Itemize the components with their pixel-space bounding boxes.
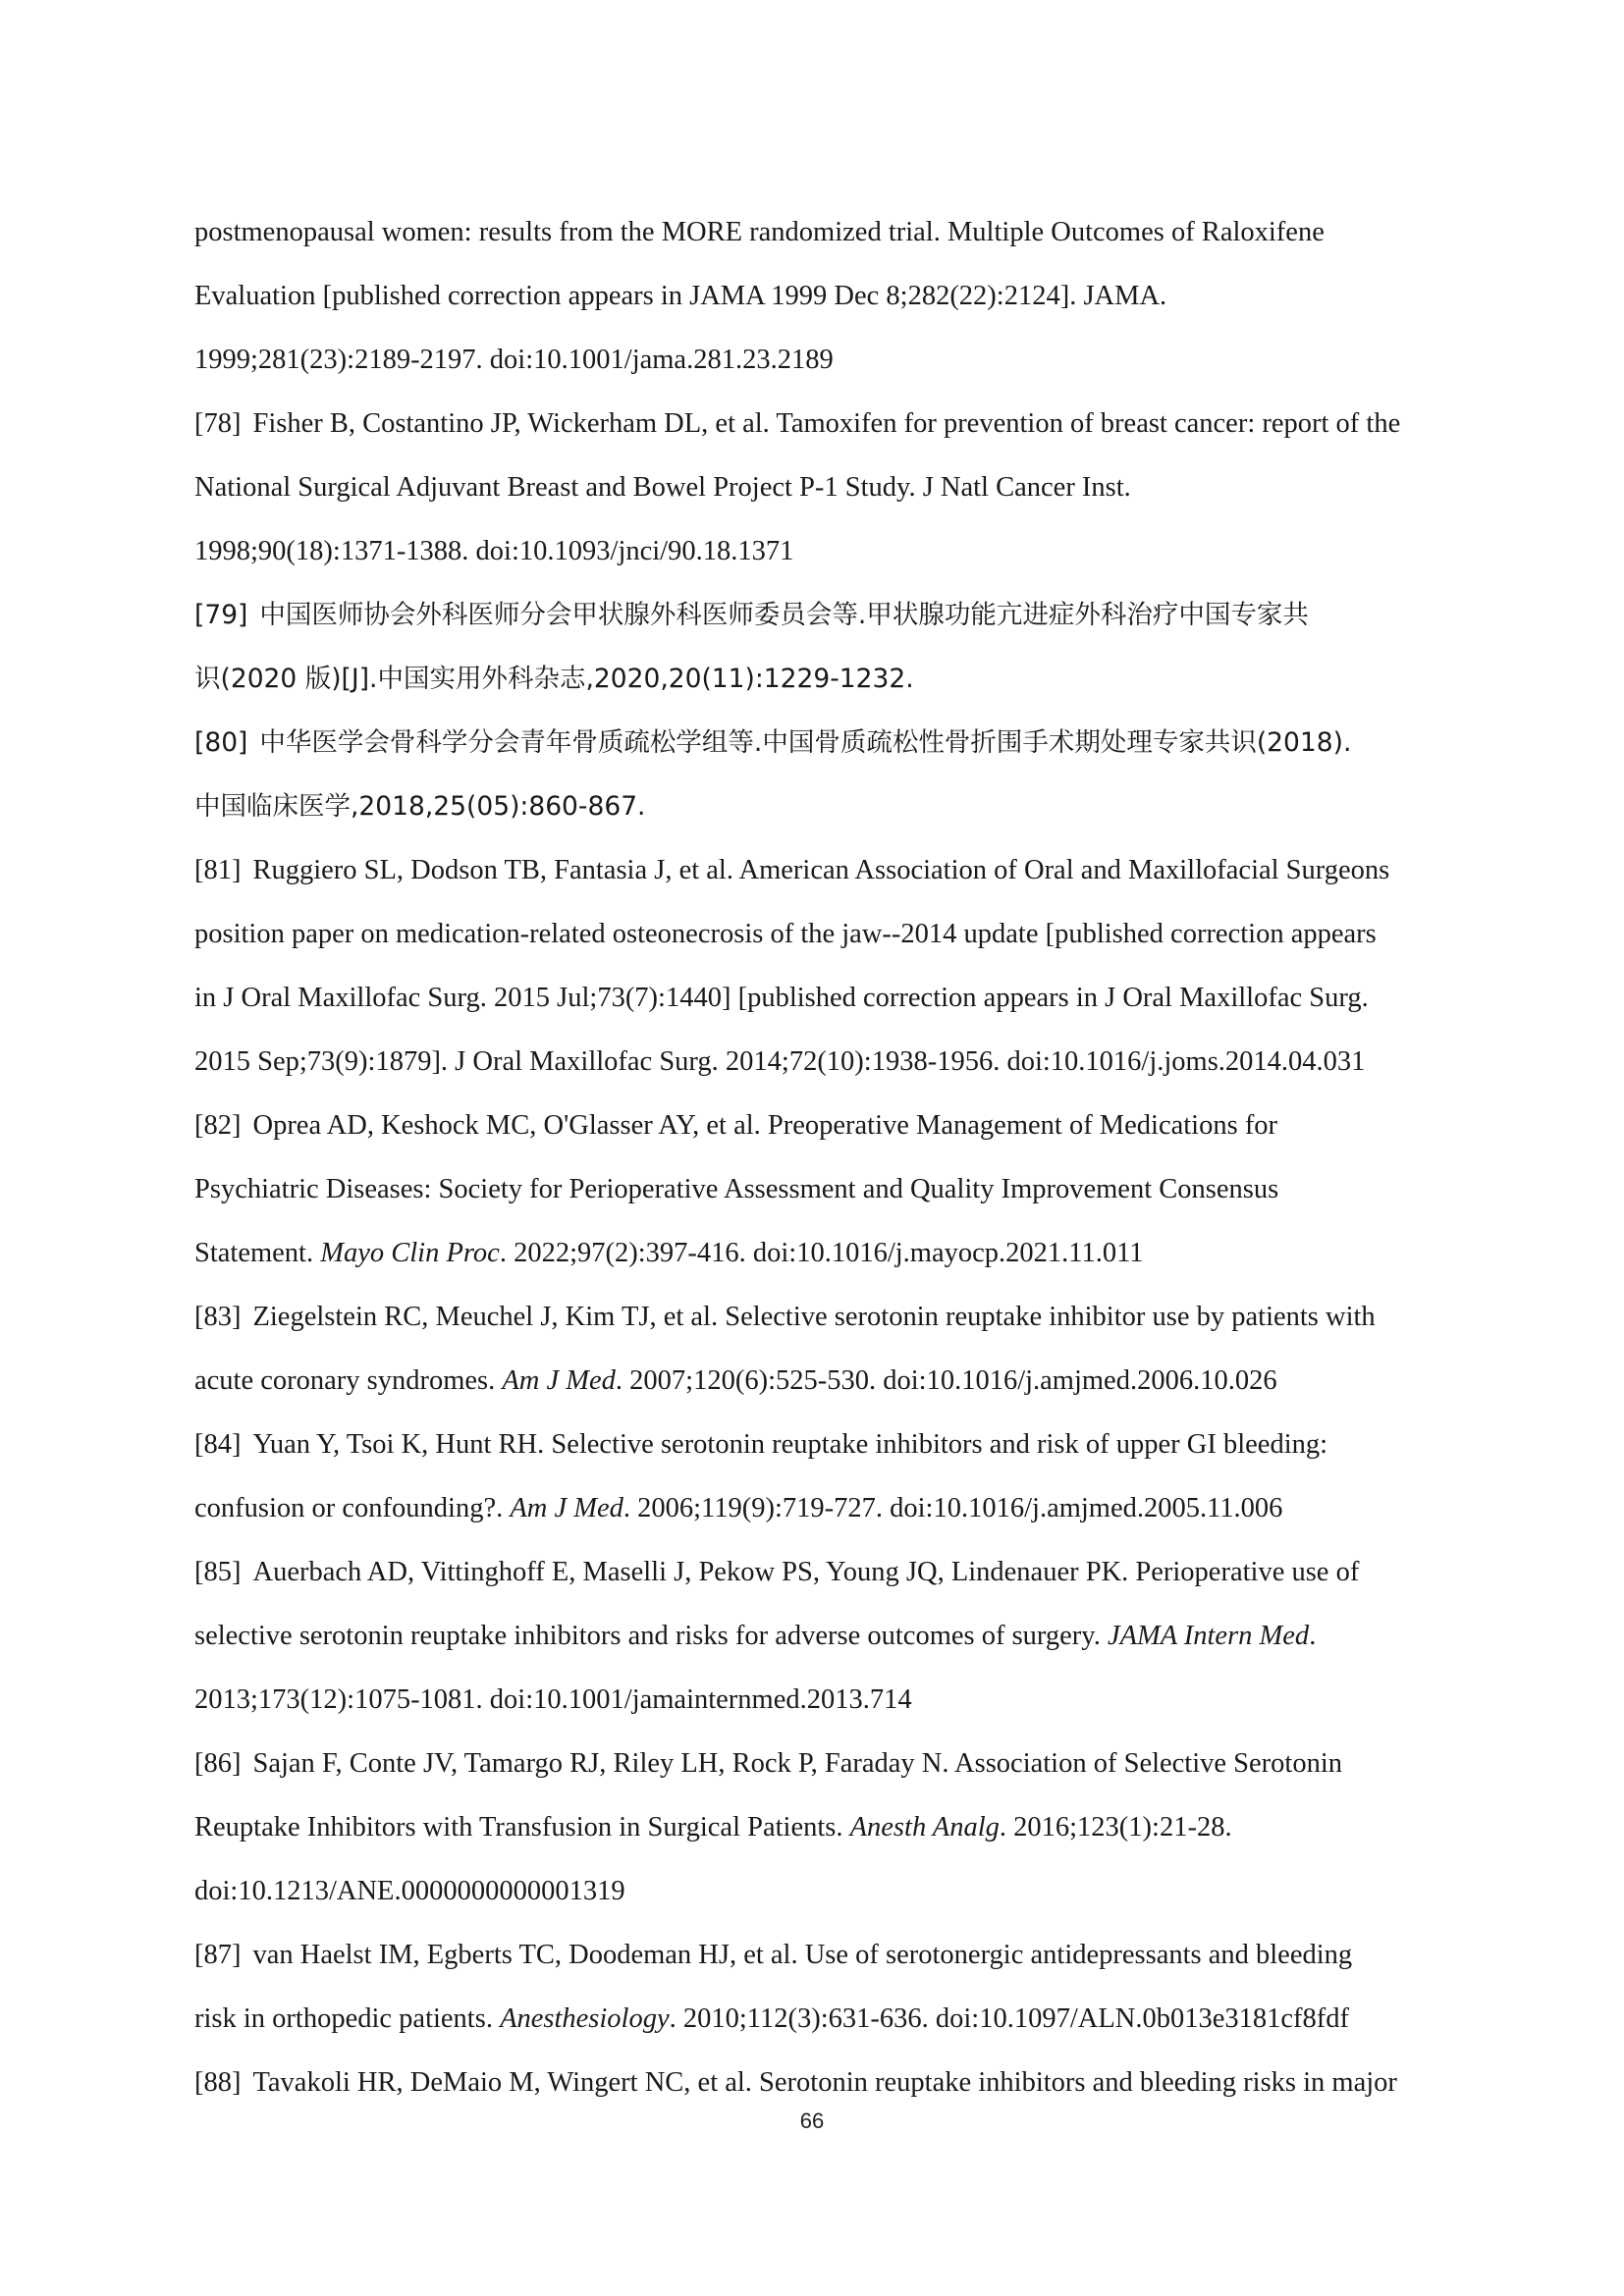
reference-text: 1999;281(23):2189-2197. doi:10.1001/jama.281.23.2189 [194,345,834,375]
reference-text: 2013;173(12):1075-1081. doi:10.1001/jamainternmed.2013.714 [194,1684,912,1715]
journal-name: Anesthesiology [500,2003,670,2034]
reference-text: . 2006;119(9):719-727. doi:10.1016/j.amjmed.2005.11.006 [623,1493,1283,1523]
reference-text: Fisher B, Costantino JP, Wickerham DL, et al. Tamoxifen for prevention of breast cancer: report of the [252,408,1401,439]
reference-line [194,1036,1461,1099]
reference-entry-start [194,1418,1461,1482]
reference-text: Yuan Y, Tsoi K, Hunt RH. Selective serotonin reuptake inhibitors and risk of upper GI bleeding: [252,1429,1328,1460]
reference-text: Psychiatric Diseases: Society for Perioperative Assessment and Quality Improvement Consensus [194,1174,1279,1204]
reference-text: doi:10.1213/ANE.0000000000001319 [194,1876,625,1906]
reference-number: [85] [194,1557,242,1587]
reference-number: [83] [194,1302,242,1332]
reference-line [194,1163,1461,1227]
reference-text: National Surgical Adjuvant Breast and Bowel Project P-1 Study. J Natl Cancer Inst. [194,472,1131,503]
reference-entry-start [194,398,1461,461]
reference-number: [87] [194,1940,242,1970]
reference-line [194,270,1461,334]
reference-entry-start [194,1291,1461,1355]
reference-text: Ziegelstein RC, Meuchel J, Kim TJ, et al. Selective serotonin reuptake inhibitor use by patients with [252,1302,1376,1332]
reference-text: Ruggiero SL, Dodson TB, Fantasia J, et al. American Association of Oral and Maxillofacial Surgeons [252,855,1390,885]
reference-text: . [1309,1621,1317,1651]
reference-line [194,653,1461,717]
reference-line [194,1610,1461,1674]
reference-text: acute coronary syndromes. [194,1365,503,1396]
reference-text: 中华医学会骨科学分会青年骨质疏松学组等.中国骨质疏松性骨折围手术期处理专家共识(2018). [259,727,1352,758]
reference-number: [80] [194,727,248,758]
reference-text: . 2007;120(6):525-530. doi:10.1016/j.amjmed.2006.10.026 [615,1365,1277,1396]
reference-line [194,972,1461,1036]
reference-entry-start [194,844,1461,908]
reference-number: [84] [194,1429,242,1460]
reference-text: Auerbach AD, Vittinghoff E, Maselli J, Pekow PS, Young JQ, Lindenauer PK. Perioperative use of [252,1557,1360,1587]
journal-name: JAMA Intern Med [1107,1621,1310,1651]
reference-list [194,206,1461,2120]
reference-text: 中国医师协会外科医师分会甲状腺外科医师委员会等.甲状腺功能亢进症外科治疗中国专家共 [259,600,1309,630]
journal-name: Anesth Analg [849,1812,1000,1842]
reference-text: 识(2020 版)[J].中国实用外科杂志,2020,20(11):1229-1232. [194,664,914,694]
reference-text: Oprea AD, Keshock MC, O'Glasser AY, et al. Preoperative Management of Medications for [252,1110,1278,1141]
reference-line [194,1482,1461,1546]
journal-name: Am J Med [510,1493,623,1523]
reference-text: Reuptake Inhibitors with Transfusion in Surgical Patients. [194,1812,850,1842]
reference-text: Sajan F, Conte JV, Tamargo RJ, Riley LH, Rock P, Faraday N. Association of Selective Serotonin [252,1748,1342,1779]
reference-line [194,908,1461,972]
reference-entry-start [194,1929,1461,1993]
reference-number: [78] [194,408,242,439]
reference-line [194,1993,1461,2056]
reference-text: Tavakoli HR, DeMaio M, Wingert NC, et al. Serotonin reuptake inhibitors and bleeding risks in major [252,2067,1397,2098]
reference-line [194,334,1461,398]
reference-number: [79] [194,600,248,630]
reference-entry-start [194,1546,1461,1610]
reference-text: 2015 Sep;73(9):1879]. J Oral Maxillofac Surg. 2014;72(10):1938-1956. doi:10.1016/j.joms.2014.04.031 [194,1046,1366,1077]
reference-line [194,525,1461,589]
reference-text: selective serotonin reuptake inhibitors and risks for adverse outcomes of surgery. [194,1621,1108,1651]
page-number: 66 [799,2109,825,2133]
reference-text: risk in orthopedic patients. [194,2003,501,2034]
reference-line [194,206,1461,270]
reference-line [194,1865,1461,1929]
reference-number: [82] [194,1110,242,1141]
reference-entry-start [194,717,1461,780]
reference-text: position paper on medication-related osteonecrosis of the jaw--2014 update [published correction appears [194,919,1377,949]
reference-text: 1998;90(18):1371-1388. doi:10.1093/jnci/90.18.1371 [194,536,794,566]
reference-entry-start [194,1737,1461,1801]
journal-name: Mayo Clin Proc [320,1238,500,1268]
reference-text: 中国临床医学,2018,25(05):860-867. [194,791,646,822]
reference-text: confusion or confounding?. [194,1493,511,1523]
reference-text: postmenopausal women: results from the MORE randomized trial. Multiple Outcomes of Raloxifene [194,217,1325,247]
reference-text: Statement. [194,1238,321,1268]
reference-number: [81] [194,855,242,885]
reference-text: Evaluation [published correction appears in JAMA 1999 Dec 8;282(22):2124]. JAMA. [194,281,1167,311]
reference-line [194,461,1461,525]
reference-text: . 2016;123(1):21-28. [999,1812,1232,1842]
reference-line [194,780,1461,844]
reference-line [194,1355,1461,1418]
reference-text: . 2010;112(3):631-636. doi:10.1097/ALN.0b013e3181cf8fdf [669,2003,1349,2034]
reference-line [194,1801,1461,1865]
reference-number: [88] [194,2067,242,2098]
reference-text: . 2022;97(2):397-416. doi:10.1016/j.mayocp.2021.11.011 [499,1238,1144,1268]
reference-entry-start [194,589,1461,653]
reference-text: in J Oral Maxillofac Surg. 2015 Jul;73(7):1440] [published correction appears in J Oral Maxillofac Surg. [194,983,1369,1013]
reference-line [194,1674,1461,1737]
reference-number: [86] [194,1748,242,1779]
journal-name: Am J Med [502,1365,616,1396]
reference-line [194,1227,1461,1291]
reference-entry-start [194,1099,1461,1163]
reference-text: van Haelst IM, Egberts TC, Doodeman HJ, et al. Use of serotonergic antidepressants and bleeding [252,1940,1353,1970]
